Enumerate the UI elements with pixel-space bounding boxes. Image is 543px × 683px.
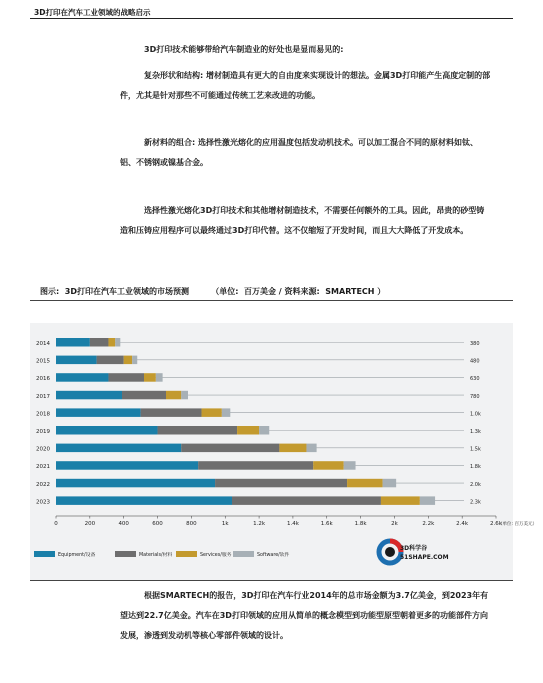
- bar-segment: [259, 426, 269, 435]
- bar-segment: [181, 391, 188, 400]
- bar-segment: [381, 496, 420, 505]
- bar-segment: [232, 496, 381, 505]
- bar-segment: [56, 391, 122, 400]
- year-label: 2019: [36, 429, 50, 435]
- paragraph-new-materials: 新材料的组合: 选择性激光熔化的应用温度包括发动机技术。可以加工混合不同的原材料如钛、铝、不锈钢或镍基合金。: [120, 138, 478, 167]
- year-label: 2016: [36, 376, 50, 383]
- year-label: 2018: [36, 411, 50, 418]
- bar-segment: [56, 408, 141, 417]
- chart-bottom-divider: [30, 580, 513, 581]
- bar-segment: [56, 373, 108, 382]
- bar-segment: [181, 444, 279, 453]
- paragraph-slm-tooling: 选择性激光熔化3D打印技术和其他增材制造技术，不需要任何额外的工具。因此，昂贵的砂型铸造和压铸应用程序可以最终通过3D打印代替。这不仅缩短了开发时间，而且大大降低了开发成本。: [120, 206, 485, 235]
- intro-paragraph: 3D打印技术能够带给汽车制造业的好处也是显而易见的:: [144, 45, 344, 54]
- x-tick-label: 2.6k: [490, 521, 502, 527]
- bar-segment: [56, 356, 97, 365]
- page-header-title: 3D打印在汽车工业领域的战略启示: [34, 8, 151, 17]
- closing-paragraph: 根据SMARTECH的报告，3D打印在汽车行业2014年的总市场金额为3.7亿美金，到2023年有望达到22.7亿美金。汽车在3D打印领域的应用从简单的概念模型到功能型原型朝着更多的功能部件方向发展，渗透到发动机等核心零部件领域的设计。: [120, 591, 489, 640]
- year-label: 2014: [36, 341, 50, 347]
- bar-segment: [97, 356, 124, 365]
- market-forecast-chart: [30, 323, 537, 580]
- bar-segment: [306, 444, 316, 453]
- logo-url: 51SHAPE.COM: [400, 554, 449, 561]
- legend-swatch: [233, 551, 254, 557]
- x-tick-label: 2.4k: [456, 521, 469, 527]
- x-tick-label: 1.4k: [286, 521, 299, 527]
- x-tick-label: 2k: [391, 521, 398, 527]
- total-label: 2.0k: [470, 481, 481, 488]
- year-label: 2023: [36, 499, 50, 506]
- total-label: 380: [470, 341, 480, 347]
- x-tick-label: 0: [54, 521, 58, 527]
- total-label: 1.3k: [470, 429, 481, 435]
- logo-center: [385, 547, 395, 557]
- legend-swatch: [115, 551, 136, 557]
- year-label: 2020: [36, 446, 50, 453]
- bar-segment: [237, 426, 259, 435]
- bar-segment: [90, 338, 109, 347]
- bar-segment: [144, 373, 156, 382]
- total-label: 630: [470, 376, 480, 383]
- bar-segment: [222, 408, 230, 417]
- year-label: 2021: [36, 464, 50, 471]
- legend-swatch: [34, 551, 55, 557]
- chart-panel: [30, 323, 537, 580]
- x-tick-label: 400: [118, 521, 129, 527]
- year-label: 2015: [36, 358, 50, 365]
- bar-segment: [122, 391, 166, 400]
- bar-segment: [56, 479, 215, 488]
- bar-segment: [56, 461, 198, 470]
- x-tick-label: 2.2k: [422, 521, 435, 527]
- total-label: 780: [470, 393, 480, 400]
- legend-swatch: [176, 551, 197, 557]
- bar-segment: [141, 408, 202, 417]
- figure-caption: 图示: 3D打印在汽车工业领域的市场预测 （单位: 百万美金 / 资料来源: SMARTECH ）: [40, 287, 386, 296]
- total-label: 480: [470, 358, 480, 365]
- bar-segment: [215, 479, 347, 488]
- chart-top-divider: [30, 300, 513, 301]
- bar-segment: [198, 461, 313, 470]
- header-divider: [30, 18, 513, 19]
- bar-segment: [56, 426, 158, 435]
- logo: [400, 544, 449, 562]
- bar-segment: [279, 444, 306, 453]
- bar-segment: [108, 373, 144, 382]
- x-unit-label: （单位: 百万美元）: [498, 522, 537, 527]
- total-label: 2.3k: [470, 499, 481, 506]
- year-label: 2022: [36, 481, 50, 488]
- bar-segment: [108, 338, 115, 347]
- bar-segment: [344, 461, 356, 470]
- x-tick-label: 1.2k: [253, 521, 266, 527]
- bar-segment: [347, 479, 383, 488]
- logo-name: 3D科学谷: [400, 545, 428, 552]
- legend-label: Equipment/设备: [58, 553, 96, 558]
- bar-segment: [313, 461, 343, 470]
- legend-label: Software/软件: [257, 553, 290, 558]
- legend-label: Services/服务: [200, 553, 232, 558]
- bar-segment: [202, 408, 222, 417]
- bar-segment: [420, 496, 435, 505]
- x-tick-label: 1.6k: [320, 521, 333, 527]
- x-tick-label: 1k: [221, 521, 229, 527]
- total-label: 1.5k: [470, 446, 481, 453]
- total-label: 1.0k: [470, 411, 481, 418]
- x-tick-label: 600: [152, 521, 163, 527]
- bar-segment: [56, 338, 90, 347]
- bar-segment: [56, 444, 181, 453]
- bar-segment: [115, 338, 120, 347]
- x-tick-label: 200: [84, 521, 96, 527]
- legend-label: Materials/材料: [139, 553, 173, 558]
- x-tick-label: 1.8k: [354, 521, 367, 527]
- bar-segment: [132, 356, 137, 365]
- bar-segment: [158, 426, 238, 435]
- year-label: 2017: [36, 393, 50, 400]
- bar-segment: [156, 373, 163, 382]
- total-label: 1.8k: [470, 464, 481, 471]
- bar-segment: [124, 356, 132, 365]
- x-tick-label: 800: [186, 521, 197, 527]
- bar-segment: [383, 479, 397, 488]
- paragraph-complex-shapes: 复杂形状和结构: 增材制造具有更大的自由度来实现设计的想法。金属3D打印能产生高度定制的部件，尤其是针对那些不可能通过传统工艺来改进的功能。: [120, 71, 491, 100]
- bar-segment: [56, 496, 232, 505]
- bar-segment: [166, 391, 181, 400]
